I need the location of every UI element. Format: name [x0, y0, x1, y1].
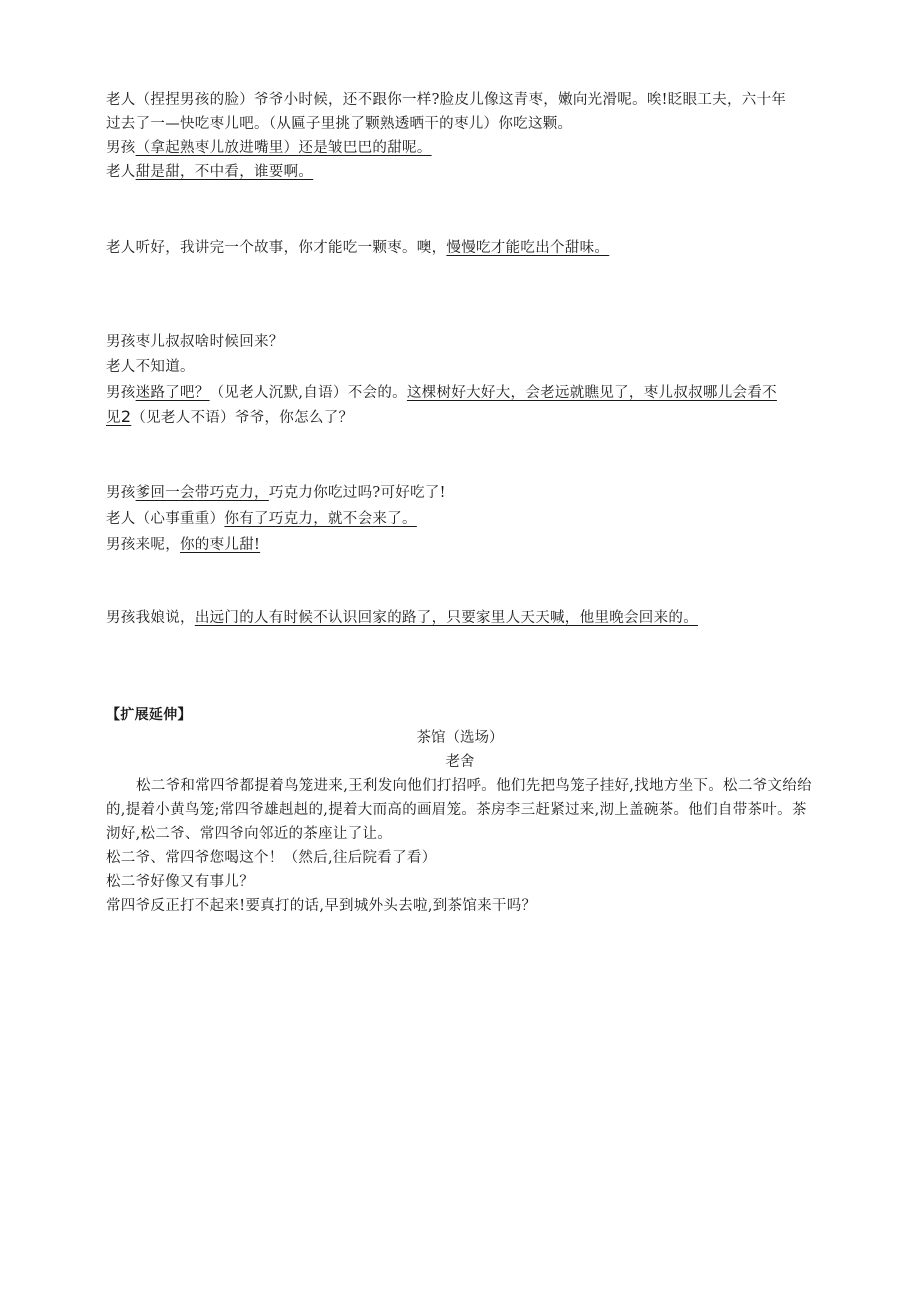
underlined-text: （拿起熟枣儿放进嘴里） — [135, 140, 299, 156]
dialog-line: 松二爷好像又有事儿？ — [106, 874, 254, 890]
underlined-text: 出远门的人有时候不认识回家的路了，只要家里人天天喊，他里晚会回来的。 — [194, 610, 699, 626]
dialog-text: 巧克力你吃过吗?可好吃了! — [268, 485, 446, 501]
underlined-text: 迷路了吧？ — [135, 385, 210, 401]
dialog-text: （见老人沉默,自语）不会的。 — [209, 385, 407, 401]
dialog-text: 老人（心事重重） — [106, 511, 225, 527]
dialog-line — [106, 112, 572, 136]
dialog-text: 老人听好，我讲完一个故事，你才能吃一颗枣。噢， — [106, 240, 447, 256]
dialog-text: 男孩枣儿叔叔啥时候回来？ — [106, 334, 284, 350]
underlined-text: 爹回一会带巧克力， — [135, 485, 269, 501]
dialog-line — [106, 136, 432, 160]
dialog-line — [106, 533, 260, 557]
speaker: 男孩 — [106, 385, 136, 401]
speaker: 老人 — [106, 164, 136, 180]
dialog-line — [106, 606, 698, 630]
dialog-text: 男孩我娘说， — [106, 610, 195, 626]
speaker: 男孩 — [106, 485, 136, 501]
dialog-line — [106, 88, 786, 112]
dialog-line — [106, 381, 777, 405]
paragraph-line: 松二爷和常四爷都提着鸟笼进来,王利发向他们打招呼。他们先把鸟笼子挂好,找地方坐下。松二爷文绐绐 — [136, 778, 812, 794]
underlined-text: 甜是甜，不中看，谁要啊。 — [135, 164, 314, 180]
dialog-text: 男孩来呢， — [106, 537, 180, 553]
underlined-text: 你的枣儿甜! — [180, 537, 261, 553]
dialog-line — [106, 236, 609, 260]
underlined-text: 慢慢吃才能吃出个甜味。 — [446, 240, 610, 256]
underlined-text: 2 — [120, 407, 132, 426]
underlined-text: 还是皱巴巴的甜呢。 — [298, 140, 432, 156]
speaker: 男孩 — [106, 140, 136, 156]
excerpt-author: 老舍 — [445, 754, 475, 770]
dialog-line — [106, 507, 417, 531]
dialog-line — [106, 405, 353, 430]
section-heading: 【扩展延伸】 — [106, 707, 192, 723]
dialog-text: 老人（捏捏男孩的脸）爷爷小时候，还不跟你一样?脸皮儿像这青枣，嫩向光滑呢。唉!眨眼工夫，六十年 — [106, 92, 787, 108]
dialog-line — [106, 355, 195, 379]
dialog-line — [106, 330, 284, 354]
dialog-line — [106, 481, 446, 505]
dialog-text: （见老人不语）爷爷，你怎么了？ — [131, 410, 354, 426]
dialog-line: 松二爷、常四爷您喝这个！（然后,往后院看了看） — [106, 850, 437, 866]
underlined-text: 见 — [106, 410, 121, 426]
excerpt-title: 茶馆（选场） — [416, 730, 504, 746]
underlined-text: 你有了巧克力，就不会来了。 — [224, 511, 417, 527]
dialog-line — [106, 160, 313, 184]
paragraph-line: 的,提着小黄鸟笼;常四爷雄赳赳的,提着大而高的画眉笼。茶房李三赶紧过来,沏上盖碗茶。他们自带茶叶。茶 — [106, 802, 807, 818]
dialog-text: 过去了一—快吃枣儿吧。（从匾子里挑了颗熟透晒干的枣儿）你吃这颗。 — [106, 116, 573, 132]
paragraph-line: 沏好,松二爷、常四爷向邻近的茶座让了让。 — [106, 826, 393, 842]
dialog-line: 常四爷反正打不起来!要真打的话,早到城外头去啦,到茶馆来干吗？ — [106, 898, 537, 914]
dialog-text: 老人不知道。 — [106, 359, 195, 375]
underlined-text: 这棵树好大好大，会老远就瞧见了，枣儿叔叔哪儿会看不 — [406, 385, 777, 401]
